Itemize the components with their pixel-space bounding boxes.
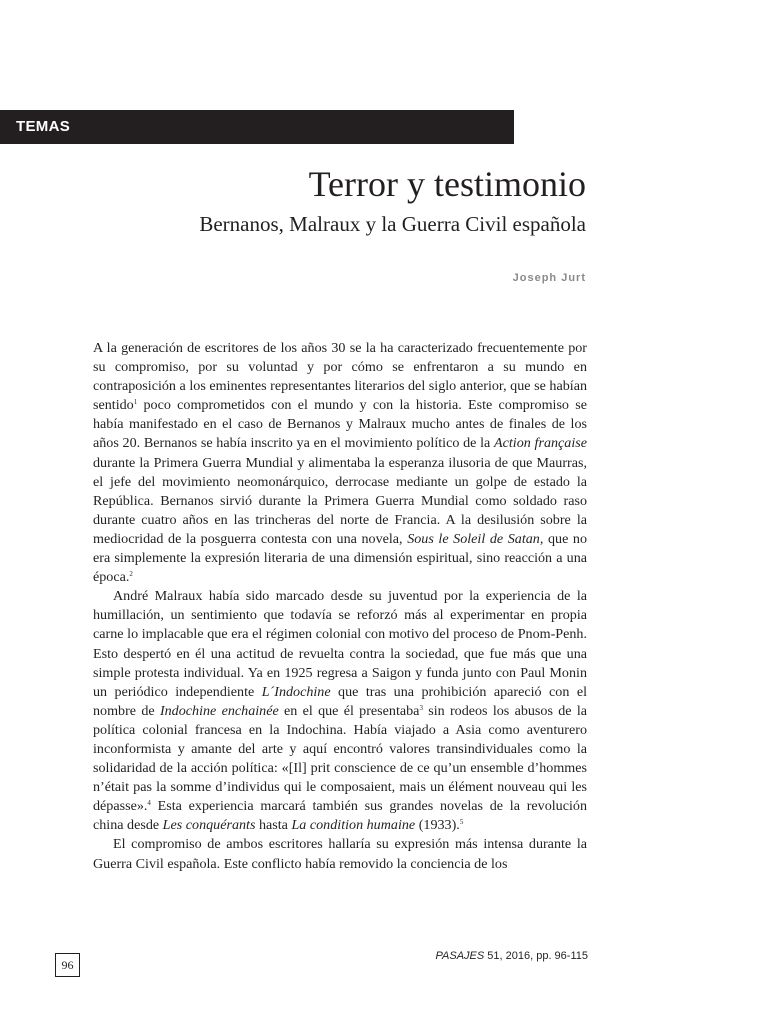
text-run: durante la Primera Guerra Mundial y alimentaba la esperanza ilusoria de que Maurras, el jefe del movimiento neomonárquico, derrocase mediante un golpe de estado la República. Bernanos sirvió durante la Primera Guerra Mundial como soldado raso durante cuatro años en las trincheras del norte de Francia. A la desilusión sobre la mediocridad de la posguerra contesta con una novela,: [93, 454, 587, 547]
text-run: que tras una prohibición apareció con el nombre de: [93, 683, 588, 719]
text-run: A la generación de escritores de los años 30 se la ha caracterizado frecuentemente por su compromiso, por su voluntad y por cómo se enfrentaron a su mundo en contraposición a los eminentes representantes literarios del siglo anterior, que se habían sentido: [93, 340, 587, 414]
paragraph-3: El compromiso de ambos escritores hallaría su expresión más intensa durante la Guerra Civil española. Este conflicto había removido la conciencia de los: [93, 836, 587, 872]
italic-title: Indochine enchainée: [159, 702, 279, 719]
journal-issue: 51, 2016, pp. 96-115: [484, 950, 588, 962]
italic-title: L´Indochine: [261, 683, 331, 700]
text-run: sin rodeos los abusos de la política colonial francesa en la Indochina. Había viajado a Asia como aventurero inconformista y amante del arte y aquí encontró valores transindividuales como la solidaridad de la acción política: «[Il] prit conscience de ce qu’un ensemble d’hommes n’était pas la somme d’individus qui le composaient, mais un élément nouveau qui les dépasse».: [93, 702, 587, 815]
text-run: Esta experiencia marcará también sus grandes novelas de la revolución china desde: [93, 798, 587, 834]
article-title: Terror y testimonio: [308, 164, 586, 204]
text-run: poco comprometidos con el mundo y con la historia. Este compromiso se había manifestado en el caso de Bernanos y Malraux mucho antes de finales de los años 20. Bernanos se había inscrito ya en el movimiento político de la: [93, 397, 587, 452]
journal-footer: [436, 950, 589, 962]
footnote-ref-5[interactable]: 5: [459, 818, 464, 827]
journal-name: PASAJES: [435, 950, 485, 962]
footnote-ref-3[interactable]: 3: [419, 703, 423, 712]
paragraph-2: [93, 587, 587, 835]
text-run: hasta: [255, 817, 292, 834]
italic-title: Sous le Soleil de Satan: [407, 530, 540, 547]
italic-title: La condition humaine: [291, 817, 416, 834]
article-body: [93, 339, 587, 874]
article-subtitle: Bernanos, Malraux y la Guerra Civil española: [199, 212, 586, 236]
article-author: Joseph Jurt: [512, 272, 586, 284]
text-run: , que no era simplemente la expresión literaria de una dimensión espiritual, sino reacción a una época.: [93, 530, 588, 586]
footnote-ref-1[interactable]: 1: [133, 398, 138, 407]
text-run: André Malraux había sido marcado desde su juventud por la experiencia de la humillación, un sentimiento que todavía se reforzó más al experimentar en propia carne lo implacable que era el régimen colonial con motivo del proceso de Pnom-Penh. Esto despertó en él una actitud de revuelta contra la sociedad, que fue más que una simple protesta individual. Ya en 1925 regresa a Saigon y funda junto con Paul Monin un periódico independiente: [93, 588, 587, 700]
section-label: TEMAS: [0, 110, 514, 144]
italic-title: Action française: [494, 435, 587, 452]
text-run: en el que él presentaba: [278, 702, 420, 719]
page-number: 96: [55, 953, 80, 977]
footnote-ref-4[interactable]: 4: [147, 799, 151, 808]
paragraph-1: [93, 339, 587, 587]
italic-title: Les conquérants: [162, 817, 256, 834]
footnote-ref-2[interactable]: 2: [129, 570, 133, 579]
text-run: (1933).: [415, 817, 460, 834]
